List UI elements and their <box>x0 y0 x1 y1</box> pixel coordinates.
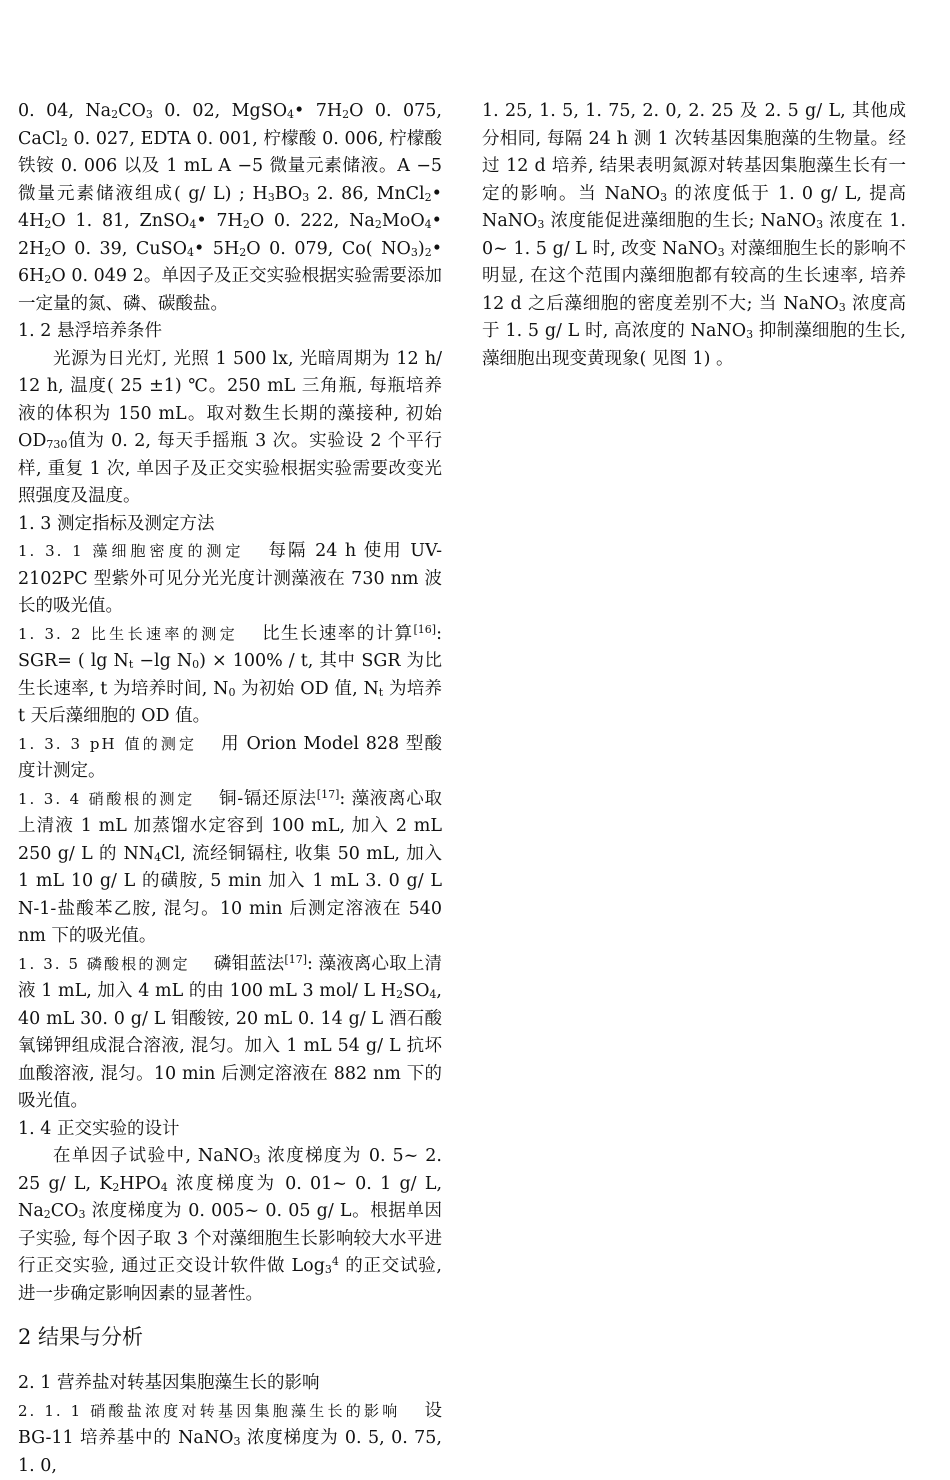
citation-17b: [17] <box>284 953 307 966</box>
subheading-1-3-1: 1. 3. 1 藻细胞密度的测定 <box>18 542 245 560</box>
right-column <box>482 98 906 373</box>
subheading-1-3-5: 1. 3. 5 磷酸根的测定 <box>18 955 190 973</box>
paragraph-1-3-3: 1. 3. 3 pH 值的测定 用 Orion Model 828 型酸度计测定。 <box>18 731 442 786</box>
citation-16: [16] <box>414 623 437 636</box>
heading-1-3: 1. 3 测定指标及测定方法 <box>18 511 442 539</box>
paragraph-orthogonal-design: 在单因子试验中, NaNO$_3$ 浓度梯度为 0. 5~ 2. 25 g/ L, $K_2HPO_4$ 浓度梯度为 0. 01~ 0. 1 g/ L, $Na_2CO_3$ 浓度梯度为 0. 005~ 0. 05 g/ L。根据单因子实验, 每个因子取 3 个对藻细胞生长影响较大水平进行正交实验, 通过正交设计软件做 Log$_3^4$ 的正交试验, 进一步确定影响因素的显著性。 <box>18 1143 442 1308</box>
heading-1-4: 1. 4 正交实验的设计 <box>18 1116 442 1144</box>
citation-17: [17] <box>317 788 340 801</box>
heading-2-1: 2. 1 营养盐对转基因集胞藻生长的影响 <box>18 1370 442 1398</box>
subheading-1-3-3: 1. 3. 3 pH 值的测定 <box>18 735 197 753</box>
subheading-1-3-4: 1. 3. 4 硝酸根的测定 <box>18 790 195 808</box>
paragraph-2-1-1: 2. 1. 1 硝酸盐浓度对转基因集胞藻生长的影响 设 BG-11 培养基中的 NaNO$_3$ 浓度梯度为 0. 5, 0. 75, 1. 0, <box>18 1398 442 1480</box>
subheading-2-1-1: 2. 1. 1 硝酸盐浓度对转基因集胞藻生长的影响 <box>18 1402 401 1420</box>
paragraph-nitrate-results: 1. 25, 1. 5, 1. 75, 2. 0, 2. 25 及 2. 5 g/ L, 其他成分相同, 每隔 24 h 测 1 次转基因集胞藻的生物量。经过 12 d 培养, 结果表明氮源对转基因集胞藻生长有一定的影响。当 NaNO$_3$ 的浓度低于 1. 0 g/ L, 提高 NaNO$_3$ 浓度能促进藻细胞的生长; NaNO$_3$ 浓度在 1. 0~ 1. 5 g/ L 时, 改变 NaNO$_3$ 对藻细胞生长的影响不明显, 在这个范围内藻细胞都有较高的生长速率, 培养 12 d 之后藻细胞的密度差别不大; 当 NaNO$_3$ 浓度高于 1. 5 g/ L 时, 高浓度的 NaNO$_3$ 抑制藻细胞的生长, 藻细胞出现变黄现象( 见图 1) 。 <box>482 98 906 373</box>
subheading-1-3-2: 1. 3. 2 比生长速率的测定 <box>18 625 238 643</box>
left-column <box>18 98 442 1480</box>
heading-1-2: 1. 2 悬浮培养条件 <box>18 318 442 346</box>
paragraph-medium-composition: 0. 04, $Na_2CO_3$ 0. 02, MgSO$_4$• $7H_2O$ 0. 075, CaCl$_2$ 0. 027, EDTA 0. 001, 柠檬酸 0. 006, 柠檬酸铁铵 0. 006 以及 1 mL A −5 微量元素储液。A −5 微量元素储液组成( g/ L) ; $H_3BO_3$ 2. 86, MnCl$_2$• $4H_2O$ 1. 81, ZnSO$_4$• $7H_2O$ 0. 222, $Na_2MoO_4•$ $2H_2O$ 0. 39, CuSO$_4$• $5H_2O$ 0. 079, Co( $NO_3)_2•$ $6H_2O$ 0. 049 2。单因子及正交实验根据实验需要添加一定量的氮、磷、碳酸盐。 <box>18 98 442 318</box>
paragraph-1-3-4: 1. 3. 4 硝酸根的测定 铜-镉还原法[17]: 藻液离心取上清液 1 mL 加蒸馏水定容到 100 mL, 加入 2 mL 250 g/ L 的 $NN_4Cl$, 流经铜镉柱, 收集 50 mL, 加入 1 mL 10 g/ L 的磺胺, 5 min 加入 1 mL 3. 0 g/ L N-1-盐酸苯乙胺, 混匀。10 min 后测定溶液在 540 nm 下的吸光值。 <box>18 786 442 951</box>
section-heading-2: 2 结果与分析 <box>18 1322 442 1352</box>
paragraph-culture-conditions: 光源为日光灯, 光照 1 500 lx, 光暗周期为 12 h/ 12 h, 温度( 25 ±1) ℃。250 mL 三角瓶, 每瓶培养液的体积为 150 mL。取对数生长期的藻接种, 初始 $OD_{730}$值为 0. 2, 每天手摇瓶 3 次。实验设 2 个平行样, 重复 1 次, 单因子及正交实验根据实验需要改变光照强度及温度。 <box>18 346 442 511</box>
paragraph-1-3-2: 1. 3. 2 比生长速率的测定 比生长速率的计算[16]: SGR= ( $\lg N_t -\lg$ $N_0) \times 100\% / t$, 其中 SGR 为比生长速率, t 为培养时间, $N_0$ 为初始 OD 值, $N_t$ 为培养 t 天后藻细胞的 OD 值。 <box>18 621 442 731</box>
paragraph-1-3-1: 1. 3. 1 藻细胞密度的测定 每隔 24 h 使用 UV-2102PC 型紫外可见分光光度计测藻液在 730 nm 波长的吸光值。 <box>18 538 442 621</box>
paragraph-1-3-5: 1. 3. 5 磷酸根的测定 磷钼蓝法[17]: 藻液离心取上清液 1 mL, 加入 4 mL 的由 100 mL 3 mol/ L $H_2SO_4$, 40 mL 30. 0 g/ L 钼酸铵, 20 mL 0. 14 g/ L 酒石酸氧锑钾组成混合溶液, 混匀。加入 1 mL 54 g/ L 抗坏血酸溶液, 混匀。10 min 后测定溶液在 882 nm 下的吸光值。 <box>18 951 442 1116</box>
